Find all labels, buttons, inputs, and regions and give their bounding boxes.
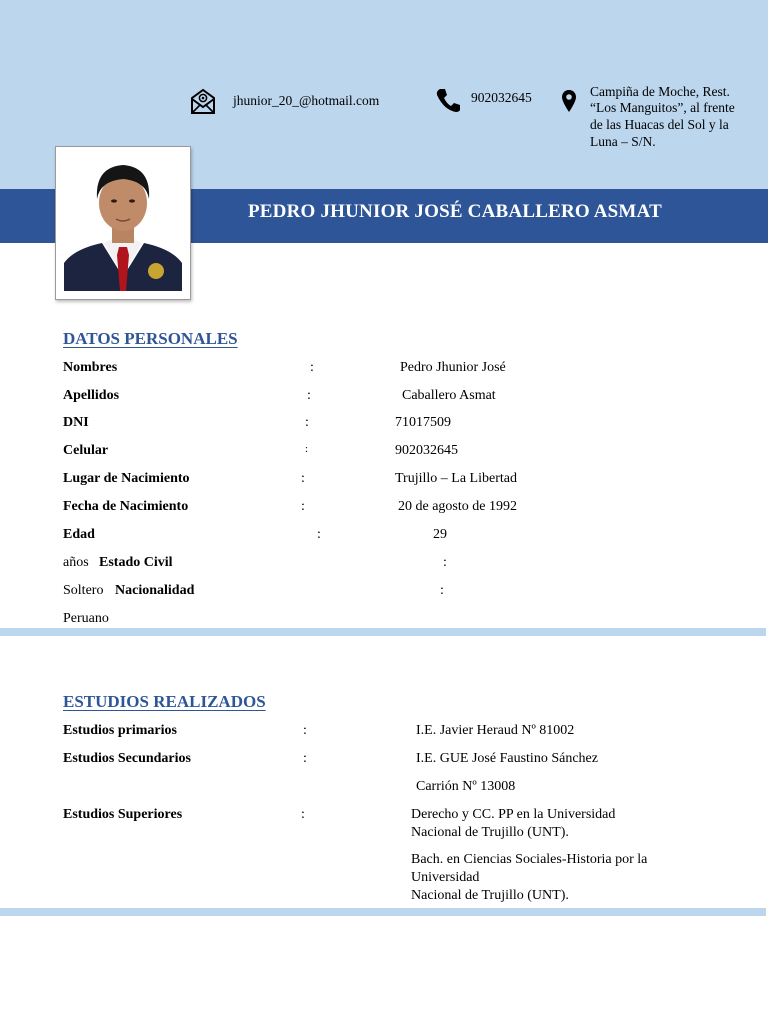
- envelope-at-icon: [189, 87, 217, 120]
- value-dni: 71017509: [395, 415, 451, 430]
- colon: :: [443, 555, 447, 570]
- section-divider: [0, 628, 766, 636]
- label-apellidos: Apellidos: [63, 388, 120, 403]
- value-superiores-2c: Nacional de Trujillo (UNT).: [411, 888, 569, 903]
- portrait-image: [64, 155, 182, 291]
- value-lugar-nacimiento: Trujillo – La Libertad: [395, 471, 517, 486]
- colon: :: [310, 360, 314, 375]
- value-fecha-nacimiento: 20 de agosto de 1992: [398, 499, 517, 514]
- label-estado-civil: Estado Civil: [99, 555, 173, 570]
- label-estudios-primarios: Estudios primarios: [63, 723, 177, 738]
- colon: :: [303, 723, 307, 738]
- label-nacionalidad: Nacionalidad: [115, 583, 195, 598]
- section-divider: [0, 908, 766, 916]
- label-celular: Celular: [63, 443, 109, 458]
- address-line-2: “Los Manguitos”, al frente: [590, 100, 735, 115]
- colon: :: [301, 807, 305, 822]
- colon: :: [301, 499, 305, 514]
- email-text: jhunior_20_@hotmail.com: [233, 93, 380, 108]
- colon: :: [317, 527, 321, 542]
- colon: :: [305, 415, 309, 430]
- colon: :: [440, 583, 444, 598]
- address-line-3: de las Huacas del Sol y la: [590, 117, 729, 132]
- text-anos: años: [63, 555, 89, 570]
- value-superiores-2b: Universidad: [411, 870, 480, 885]
- address-line-1: Campiña de Moche, Rest.: [590, 84, 730, 99]
- section-title-datos-personales: DATOS PERSONALES: [63, 329, 238, 348]
- colon: :: [305, 443, 309, 455]
- phone-text: 902032645: [471, 90, 532, 105]
- label-dni: DNI: [63, 415, 89, 430]
- section-title-estudios: ESTUDIOS REALIZADOS: [63, 692, 266, 711]
- phone-icon: [435, 87, 461, 118]
- value-nombres: Pedro Jhunior José: [400, 360, 506, 375]
- text-soltero: Soltero: [63, 583, 104, 598]
- label-edad: Edad: [63, 527, 95, 542]
- label-fecha-nacimiento: Fecha de Nacimiento: [63, 499, 189, 514]
- full-name: PEDRO JHUNIOR JOSÉ CABALLERO ASMAT: [248, 201, 662, 222]
- label-estudios-superiores: Estudios Superiores: [63, 807, 183, 822]
- value-apellidos: Caballero Asmat: [402, 388, 496, 403]
- value-superiores-1b: Nacional de Trujillo (UNT).: [411, 825, 569, 840]
- profile-photo: [55, 146, 191, 300]
- value-superiores-2a: Bach. en Ciencias Sociales-Historia por la: [411, 852, 648, 867]
- value-superiores-1a: Derecho y CC. PP en la Universidad: [411, 807, 616, 822]
- value-celular: 902032645: [395, 443, 458, 458]
- colon: :: [307, 388, 311, 403]
- label-lugar-nacimiento: Lugar de Nacimiento: [63, 471, 190, 486]
- value-estudios-secundarios-cont: Carrión Nº 13008: [416, 779, 516, 794]
- address-line-4: Luna – S/N.: [590, 134, 656, 149]
- value-estudios-primarios: I.E. Javier Heraud Nº 81002: [416, 723, 575, 738]
- value-edad: 29: [433, 527, 447, 542]
- text-peruano: Peruano: [63, 611, 109, 626]
- colon: :: [301, 471, 305, 486]
- value-estudios-secundarios: I.E. GUE José Faustino Sánchez: [416, 751, 598, 766]
- label-nombres: Nombres: [63, 360, 118, 375]
- label-estudios-secundarios: Estudios Secundarios: [63, 751, 191, 766]
- map-pin-icon: [561, 89, 577, 118]
- colon: :: [303, 751, 307, 766]
